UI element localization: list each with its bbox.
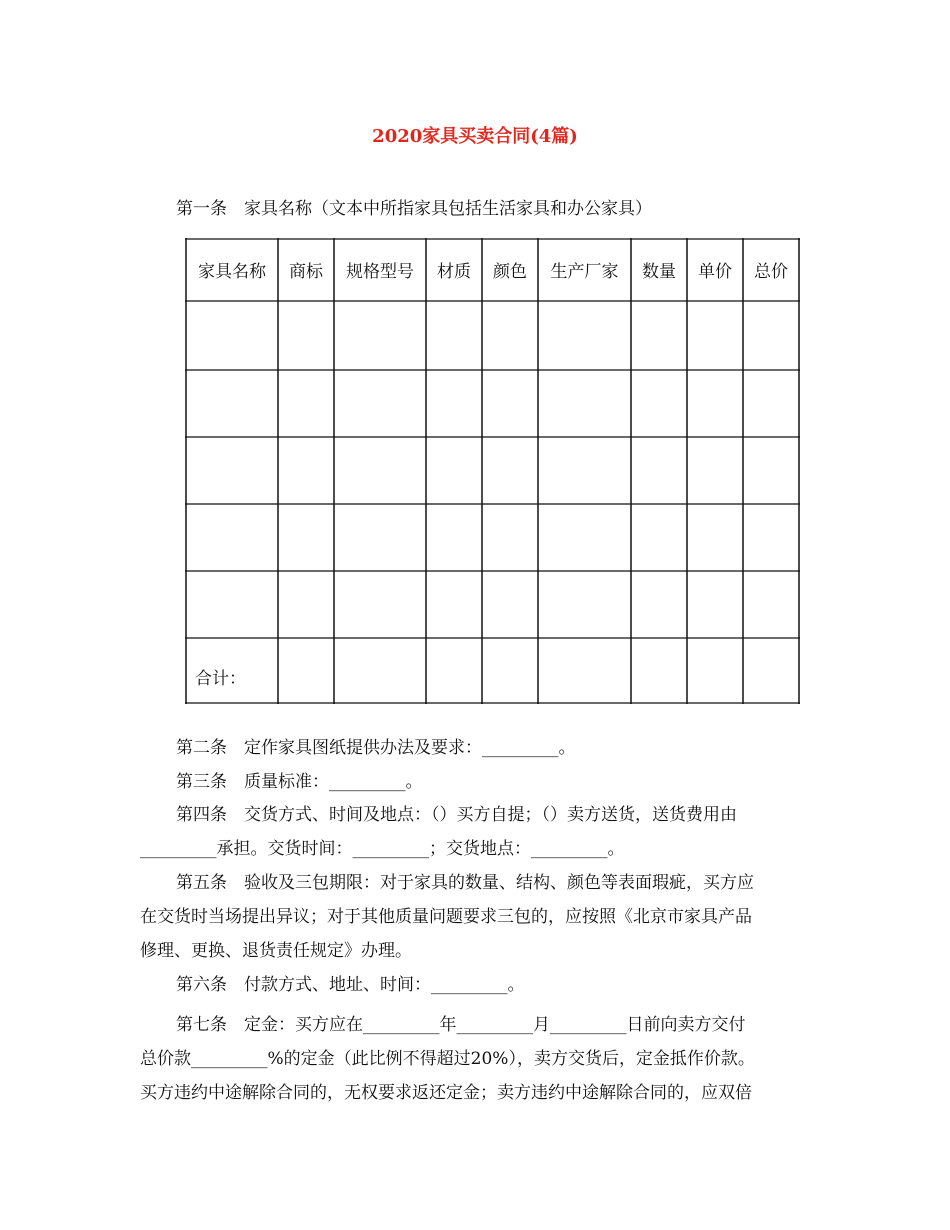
article-5: 第五条 验收及三包期限：对于家具的数量、结构、颜色等表面瑕疵，买方应 <box>176 873 754 893</box>
table-grid <box>185 238 800 704</box>
header-unit-price: 单价 <box>698 262 732 282</box>
article-7-cont-2: 买方违约中途解除合同的，无权要求返还定金；卖方违约中途解除合同的，应双倍 <box>140 1083 752 1103</box>
article-7: 第七条 定金：买方应在_________年_________月_________日前向卖方交付 <box>176 1015 746 1035</box>
header-total-price: 总价 <box>754 262 788 282</box>
header-brand: 商标 <box>289 262 323 282</box>
header-material: 材质 <box>437 262 471 282</box>
article-7-cont-1: 总价款_________%的定金（此比例不得超过20%），卖方交货后，定金抵作价款。 <box>140 1049 755 1069</box>
header-color: 颜色 <box>493 262 527 282</box>
header-name: 家具名称 <box>198 262 266 282</box>
article-4: 第四条 交货方式、时间及地点：（）买方自提；（）卖方送货，送货费用由 <box>176 805 737 825</box>
article-3: 第三条 质量标准：_________。 <box>176 772 423 792</box>
furniture-table <box>185 238 800 704</box>
table-total-label: 合计： <box>195 669 246 689</box>
article-5-cont-1: 在交货时当场提出异议；对于其他质量问题要求三包的，应按照《北京市家具产品 <box>140 907 752 927</box>
header-manufacturer: 生产厂家 <box>550 262 619 282</box>
article-2: 第二条 定作家具图纸提供办法及要求：_________。 <box>176 738 576 758</box>
header-model: 规格型号 <box>346 262 414 282</box>
article-1: 第一条 家具名称（文本中所指家具包括生活家具和办公家具） <box>176 199 652 219</box>
header-quantity: 数量 <box>642 262 676 282</box>
article-4-cont: _________承担。交货时间：_________；交货地点：_________。 <box>140 839 625 859</box>
document-title: 2020家具买卖合同(4篇) <box>372 126 578 147</box>
article-6: 第六条 付款方式、地址、时间：_________。 <box>176 975 525 995</box>
article-5-cont-2: 修理、更换、退货责任规定》办理。 <box>140 941 412 961</box>
